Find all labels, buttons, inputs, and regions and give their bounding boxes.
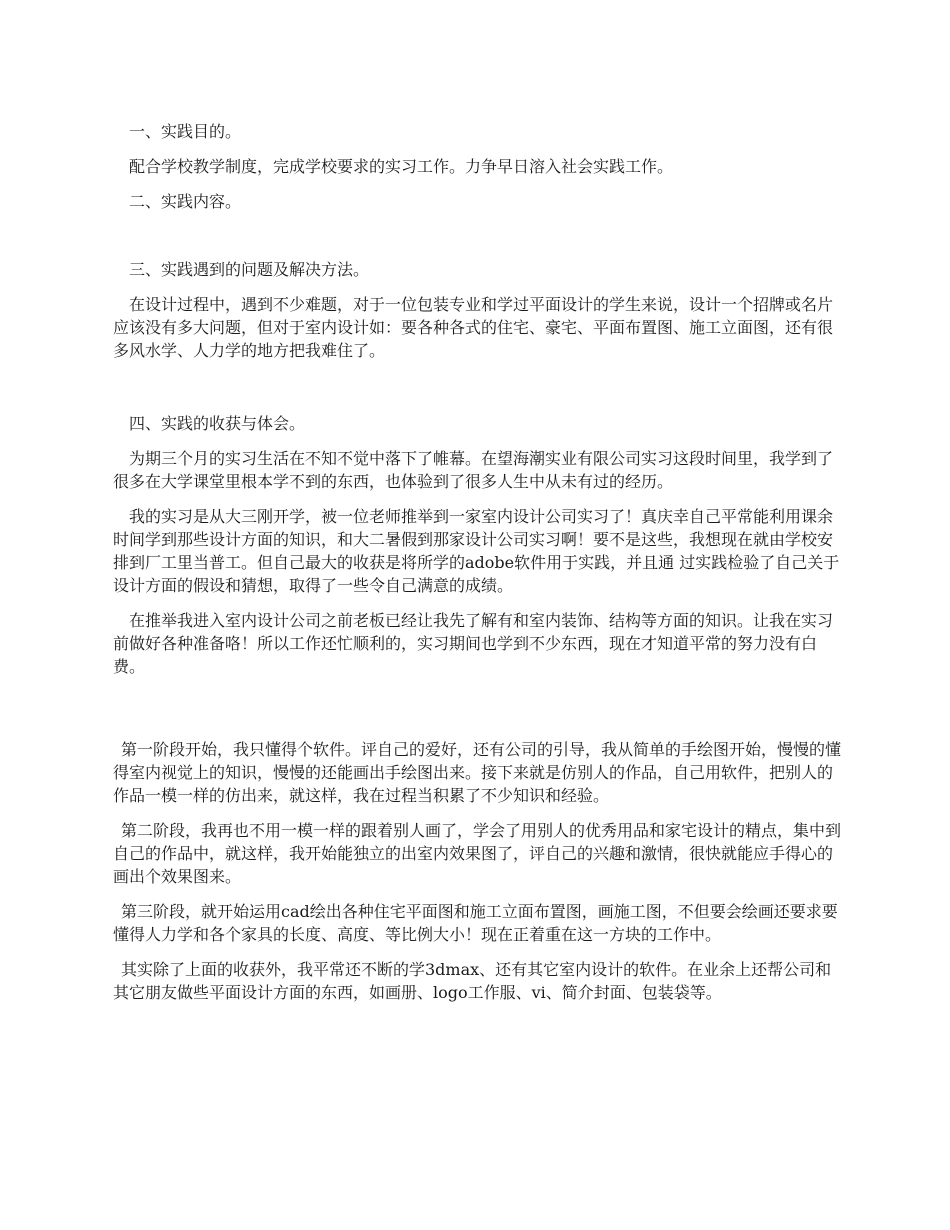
paragraph-internship-summary: 为期三个月的实习生活在不知不觉中落下了帷幕。在望海潮实业有限公司实习这段时间里，我学到了很多在大学课堂里根本学不到的东西，也体验到了很多人生中从未有过的经历。 xyxy=(113,449,834,491)
section-heading-content: 二、实践内容。 xyxy=(129,192,242,211)
section-heading-gains: 四、实践的收获与体会。 xyxy=(129,414,306,433)
paragraph-internship-start: 我的实习是从大三刚开学，被一位老师推举到一家室内设计公司实习了！真庆幸自己平常能利用课余时间学到那些设计方面的知识，和大二暑假到那家设计公司实习啊！要不是这些，我想现在就由学校安排到厂工里当普工。但自己最大的收获是将所学的adobe软件用于实践，并且通 过实践检验了自己关于设计方面的假设和猜想，取得了一些令自己满意的成绩。 xyxy=(113,507,840,595)
section-heading-purpose: 一、实践目的。 xyxy=(129,122,242,141)
paragraph-stage-two: 第二阶段，我再也不用一模一样的跟着别人画了，学会了用别人的优秀用品和家宅设计的精点，集中到自己的作品中，就这样，我开始能独立的出室内效果图了，评自己的兴趣和激情，很快就能应手得心的画出个效果图来。 xyxy=(113,821,842,886)
paragraph-stage-one: 第一阶段开始，我只懂得个软件。评自己的爱好，还有公司的引导，我从简单的手绘图开始，慢慢的懂得室内视觉上的知识，慢慢的还能画出手绘图出来。接下来就是仿别人的作品，自己用软件，把别人的作品一模一样的仿出来，就这样，我在过程当积累了不少知识和经验。 xyxy=(113,740,842,805)
paragraph-stage-three: 第三阶段，就开始运用cad绘出各种住宅平面图和施工立面布置图，画施工图，不但要会绘画还要求要懂得人力学和各个家具的长度、高度、等比例大小！现在正着重在这一方块的工作中。 xyxy=(113,902,838,944)
paragraph-preparation: 在推举我进入室内设计公司之前老板已经让我先了解有和室内装饰、结构等方面的知识。让我在实习前做好各种准备咯！所以工作还忙顺利的，实习期间也学到不少东西，现在才知道平常的努力没有白费。 xyxy=(113,611,834,676)
paragraph-other-gains: 其实除了上面的收获外，我平常还不断的学3dmax、还有其它室内设计的软件。在业余上还帮公司和其它朋友做些平面设计方面的东西，如画册、logo工作服、vi、简介封面、包装袋等。 xyxy=(113,960,832,1002)
section-heading-problems: 三、实践遇到的问题及解决方法。 xyxy=(129,260,370,279)
paragraph-problems: 在设计过程中，遇到不少难题，对于一位包装专业和学过平面设计的学生来说，设计一个招牌或名片应该没有多大问题，但对于室内设计如：要各种各式的住宅、豪宅、平面布置图、施工立面图，还有很多风水学、人力学的地方把我难住了。 xyxy=(113,295,834,360)
paragraph-purpose: 配合学校教学制度，完成学校要求的实习工作。力争早日溶入社会实践工作。 xyxy=(129,157,674,176)
document-page xyxy=(113,120,843,1004)
